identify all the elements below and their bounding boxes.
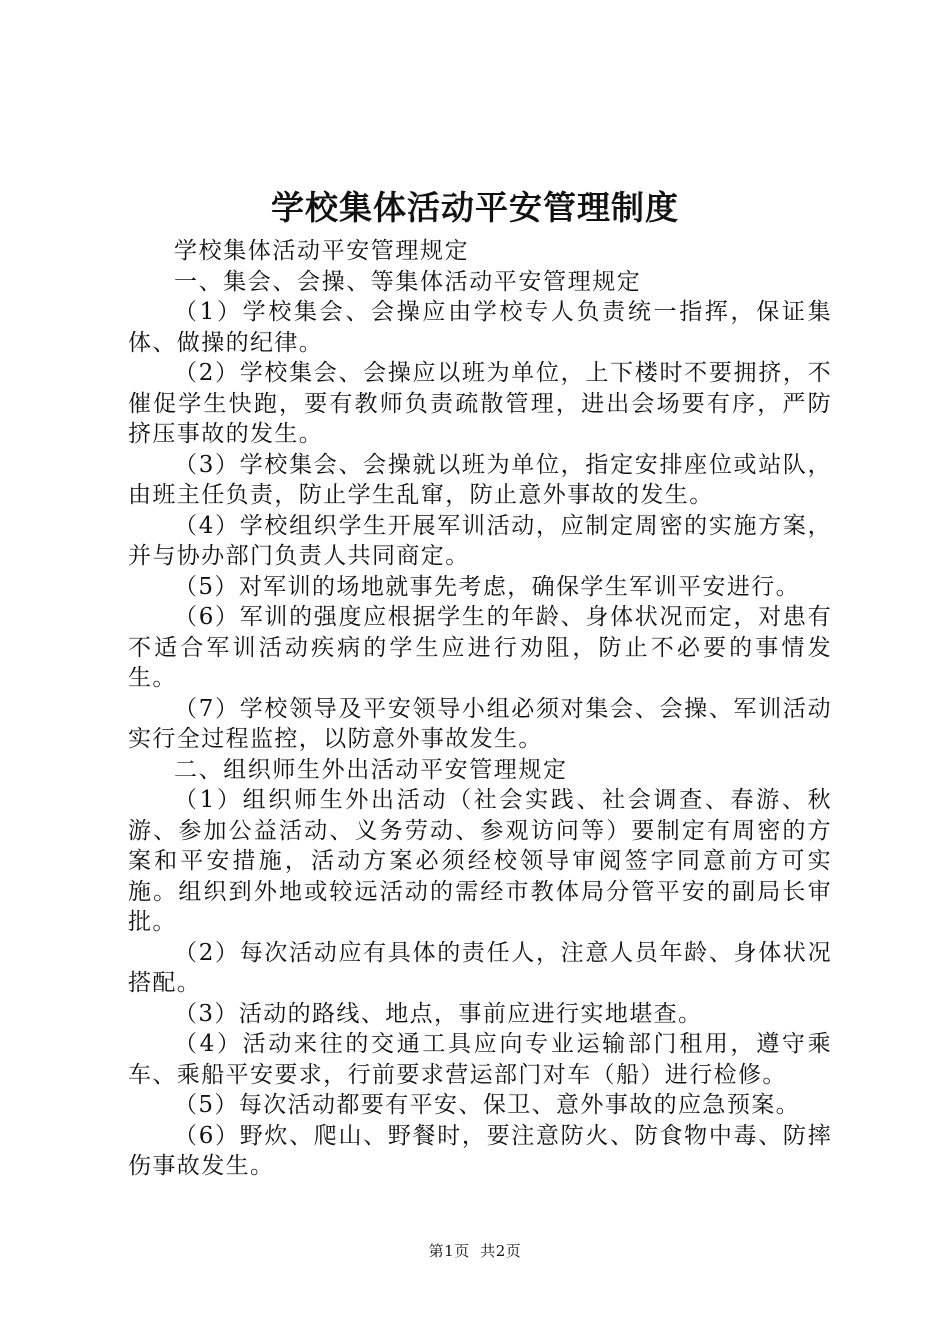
paragraph: （6）军训的强度应根据学生的年龄、身体状况而定，对患有不适合军训活动疾病的学生应进行劝阻，防止不必要的事情发生。 [128, 604, 832, 691]
paragraph: （1）组织师生外出活动（社会实践、社会调查、春游、秋游、参加公益活动、义务劳动、参观访问等）要制定有周密的方案和平安措施，活动方案必须经校领导审阅签字同意前方可实施。组织到外地或较远活动的需经市教体局分管平安的副局长审批。 [128, 787, 832, 935]
paragraph: （2）学校集会、会操应以班为单位，上下楼时不要拥挤，不催促学生快跑，要有教师负责疏散管理，进出会场要有序，严防挤压事故的发生。 [128, 360, 832, 447]
page-number: 第1页 [428, 1242, 470, 1260]
paragraph: （2）每次活动应有具体的责任人，注意人员年龄、身体状况搭配。 [128, 939, 832, 996]
paragraph-subtitle: 学校集体活动平安管理规定 [174, 238, 470, 264]
paragraph: （7）学校领导及平安领导小组必须对集会、会操、军训活动实行全过程监控，以防意外事故发生。 [128, 695, 832, 752]
paragraph: （1）学校集会、会操应由学校专人负责统一指挥，保证集体、做操的纪律。 [128, 299, 832, 356]
paragraph: （3）活动的路线、地点，事前应进行实地堪查。 [174, 1000, 703, 1027]
paragraph: （5）对军训的场地就事先考虑，确保学生军训平安进行。 [174, 573, 801, 600]
paragraph: （3）学校集会、会操就以班为单位，指定安排座位或站队，由班主任负责，防止学生乱窜，防止意外事故的发生。 [128, 451, 832, 508]
paragraph: （6）野炊、爬山、野餐时，要注意防火、防食物中毒、防摔伤事故发生。 [128, 1122, 832, 1179]
page-total: 共2页 [480, 1242, 522, 1260]
paragraph: （5）每次活动都要有平安、保卫、意外事故的应急预案。 [174, 1092, 801, 1118]
section-heading-1: 一、集会、会操、等集体活动平安管理规定 [174, 268, 642, 295]
document-body [128, 236, 832, 1182]
paragraph: （4）活动来往的交通工具应向专业运输部门租用，遵守乘车、乘船平安要求，行前要求营运部门对车（船）进行检修。 [128, 1031, 832, 1088]
paragraph: （4）学校组织学生开展军训活动，应制定周密的实施方案，并与协办部门负责人共同商定。 [128, 512, 832, 569]
section-heading-2: 二、组织师生外出活动平安管理规定 [174, 756, 568, 783]
document-title: 学校集体活动平安管理制度 [271, 188, 679, 227]
page-footer [0, 1241, 950, 1261]
